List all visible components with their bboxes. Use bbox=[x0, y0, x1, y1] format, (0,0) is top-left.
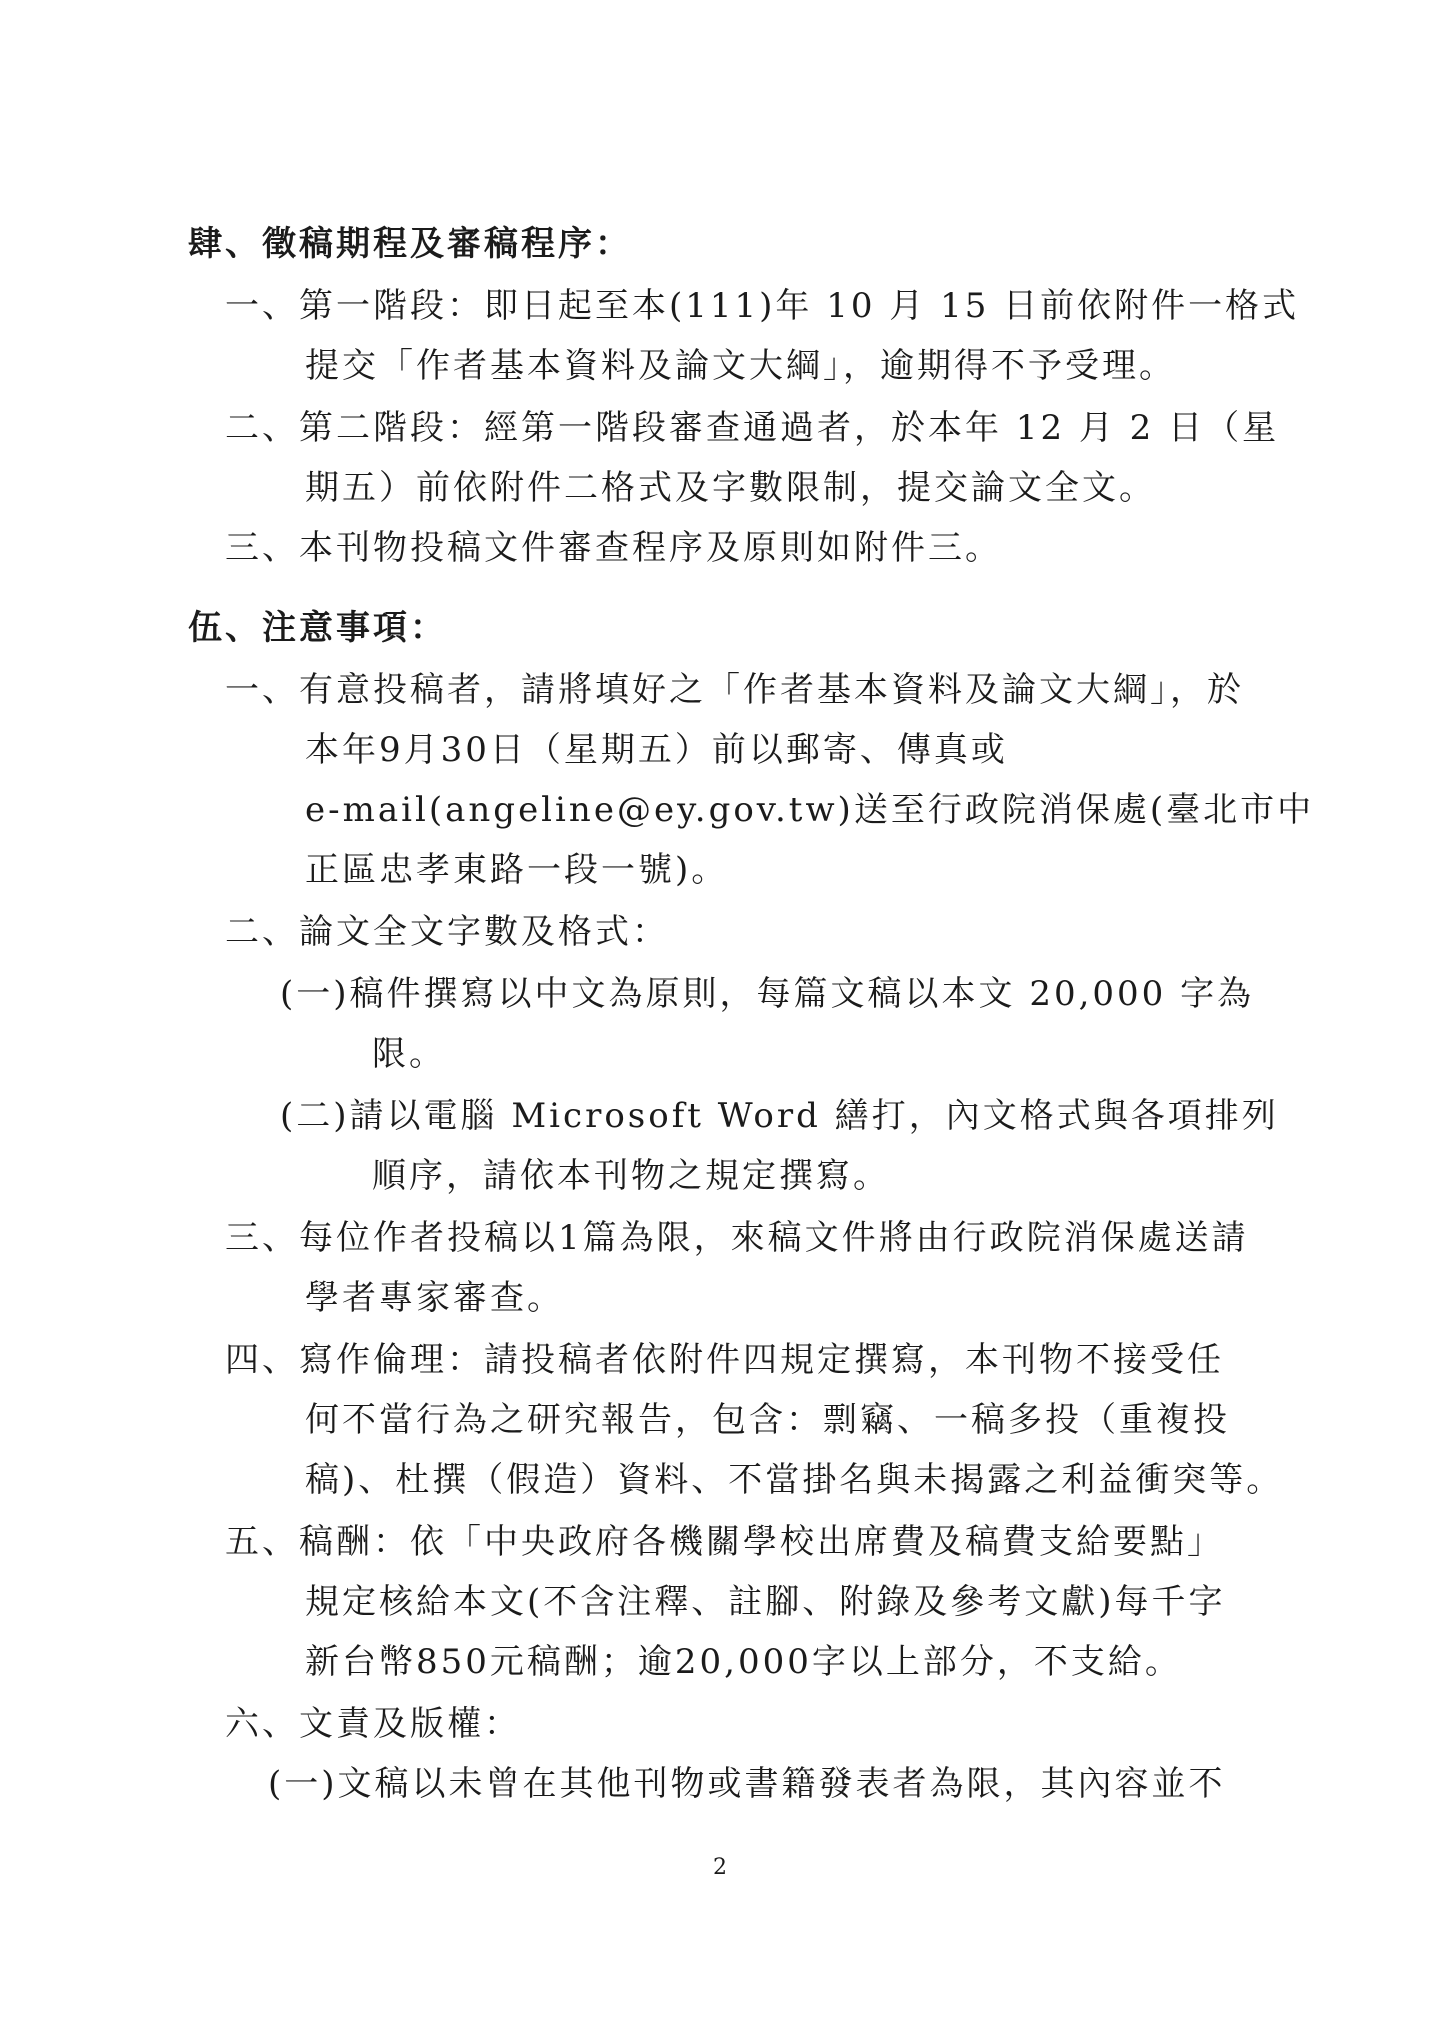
paragraph-line: 三、每位作者投稿以1篇為限，來稿文件將由行政院消保處送請 bbox=[225, 1218, 1249, 1258]
paragraph-line: 正區忠孝東路一段一號)。 bbox=[305, 850, 729, 890]
paragraph-line: 限。 bbox=[372, 1034, 446, 1074]
paragraph-line: 期五）前依附件二格式及字數限制，提交論文全文。 bbox=[305, 468, 1156, 508]
paragraph-line: 二、第二階段：經第一階段審查通過者，於本年 12 月 2 日（星 bbox=[225, 408, 1280, 448]
paragraph-line: 規定核給本文(不含注釋、註腳、附錄及參考文獻)每千字 bbox=[305, 1582, 1226, 1622]
paragraph-line: (一)稿件撰寫以中文為原則，每篇文稿以本文 20,000 字為 bbox=[280, 974, 1255, 1014]
section-heading-5: 伍、注意事項： bbox=[188, 608, 447, 648]
paragraph-line: 稿)、杜撰（假造）資料、不當掛名與未揭露之利益衝突等。 bbox=[305, 1460, 1284, 1500]
page-number: 2 bbox=[713, 1855, 727, 1880]
paragraph-line: 提交「作者基本資料及論文大綱」，逾期得不予受理。 bbox=[305, 346, 1176, 386]
paragraph-line: 五、稿酬：依「中央政府各機關學校出席費及稿費支給要點」 bbox=[225, 1522, 1224, 1562]
paragraph-line: 四、寫作倫理：請投稿者依附件四規定撰寫，本刊物不接受任 bbox=[225, 1340, 1224, 1380]
paragraph-line: 新台幣850元稿酬；逾20,000字以上部分，不支給。 bbox=[305, 1642, 1182, 1682]
paragraph-line: e-mail(angeline@ey.gov.tw)送至行政院消保處(臺北市中 bbox=[305, 790, 1315, 830]
paragraph-line: 一、第一階段：即日起至本(111)年 10 月 15 日前依附件一格式 bbox=[225, 286, 1300, 326]
paragraph-line: (一)文稿以未曾在其他刊物或書籍發表者為限，其內容並不 bbox=[268, 1764, 1226, 1804]
paragraph-line: 本年9月30日（星期五）前以郵寄、傳真或 bbox=[305, 730, 1008, 770]
paragraph-line: 一、有意投稿者，請將填好之「作者基本資料及論文大綱」，於 bbox=[225, 670, 1244, 710]
paragraph-line: 三、本刊物投稿文件審查程序及原則如附件三。 bbox=[225, 528, 1002, 568]
section-heading-4: 肆、徵稿期程及審稿程序： bbox=[188, 224, 632, 264]
paragraph-line: 何不當行為之研究報告，包含：剽竊、一稿多投（重複投 bbox=[305, 1400, 1230, 1440]
paragraph-line: 二、論文全文字數及格式： bbox=[225, 912, 669, 952]
paragraph-line: 順序，請依本刊物之規定撰寫。 bbox=[372, 1156, 890, 1196]
paragraph-line: (二)請以電腦 Microsoft Word 繕打，內文格式與各項排列 bbox=[280, 1096, 1279, 1136]
paragraph-line: 六、文責及版權： bbox=[225, 1704, 521, 1744]
paragraph-line: 學者專家審查。 bbox=[305, 1278, 564, 1318]
